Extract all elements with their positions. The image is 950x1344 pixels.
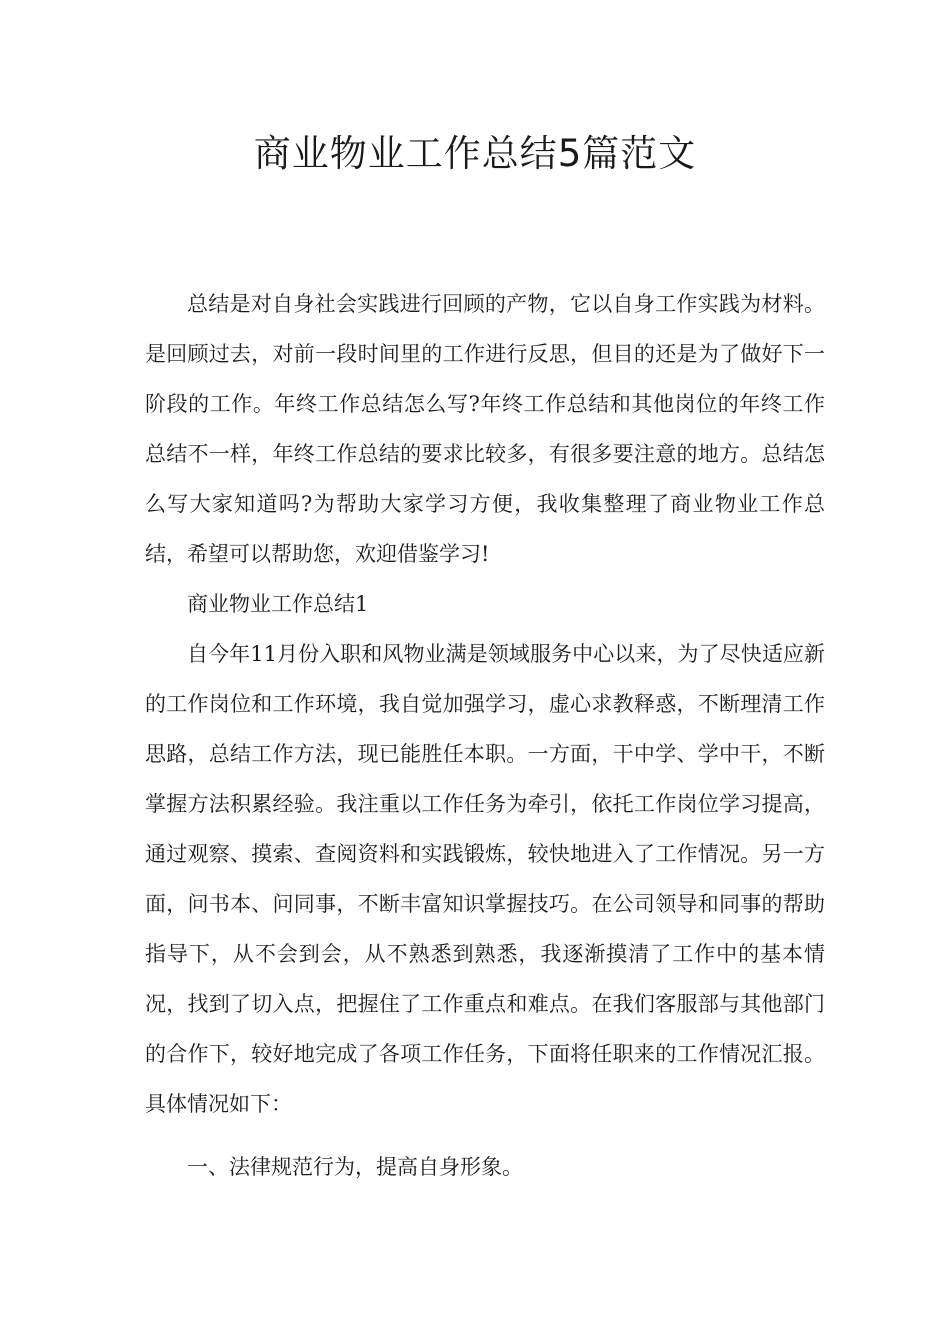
paragraph-spacer bbox=[145, 1129, 825, 1142]
section-heading: 商业物业工作总结1 bbox=[187, 592, 369, 616]
subsection-heading: 一、法律规范行为，提高自身形象。 bbox=[187, 1155, 523, 1179]
document-title: 商业物业工作总结5篇范文 bbox=[253, 132, 697, 175]
document-body bbox=[145, 279, 825, 1192]
intro-paragraph: 总结是对自身社会实践进行回顾的产物，它以自身工作实践为材料。是回顾过去，对前一段时间里的工作进行反思，但目的还是为了做好下一阶段的工作。年终工作总结怎么写?年终工作总结和其他岗位的年终工作总结不一样，年终工作总结的要求比较多，有很多要注意的地方。总结怎么写大家知道吗?为帮助大家学习方便，我收集整理了商业物业工作总结，希望可以帮助您，欢迎借鉴学习! bbox=[145, 292, 825, 566]
section-body-paragraph: 自今年11月份入职和风物业满是领域服务中心以来，为了尽快适应新的工作岗位和工作环境，我自觉加强学习，虚心求教释惑，不断理清工作思路，总结工作方法，现已能胜任本职。一方面，干中学、学中干，不断掌握方法积累经验。我注重以工作任务为牵引，依托工作岗位学习提高，通过观察、摸索、查阅资料和实践锻炼，较快地进入了工作情况。另一方面，问书本、问同事，不断丰富知识掌握技巧。在公司领导和同事的帮助指导下，从不会到会，从不熟悉到熟悉，我逐渐摸清了工作中的基本情况，找到了切入点，把握住了工作重点和难点。在我们客服部与其他部门的合作下，较好地完成了各项工作任务，下面将任职来的工作情况汇报。具体情况如下： bbox=[145, 642, 825, 1116]
